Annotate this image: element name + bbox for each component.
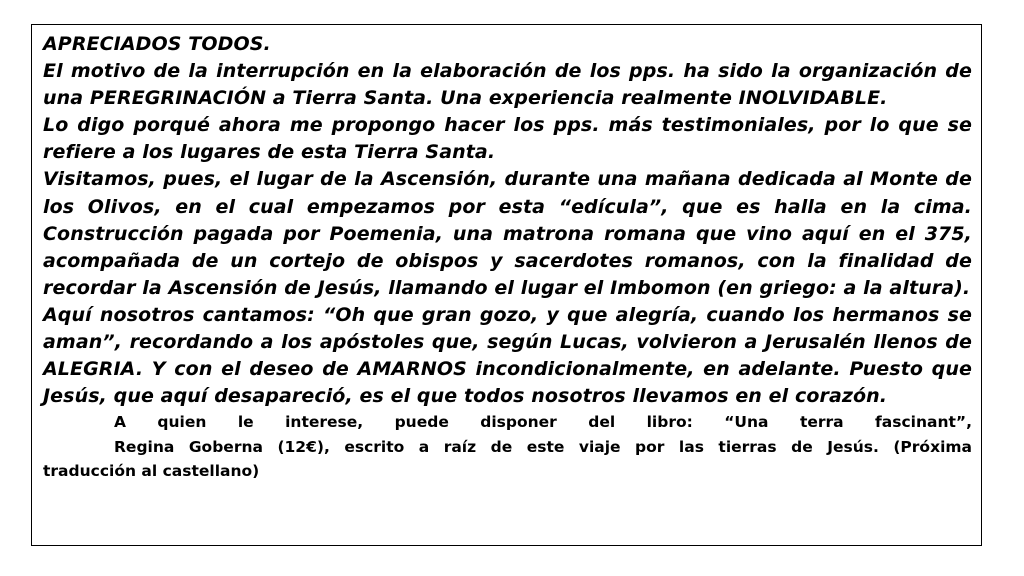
book-note-line-1: A quien le interese, puede disponer del libro: “Una terra fascinant”, xyxy=(114,413,972,432)
greeting-paragraph: APRECIADOS TODOS. xyxy=(43,33,271,55)
book-note-line-3: traducción al castellano) xyxy=(43,462,260,481)
book-note xyxy=(43,410,972,484)
book-note-line-2: Regina Goberna (12€), escrito a raíz de este viaje por las tierras de Jesús. (Próxima xyxy=(114,437,972,456)
paragraph-ascension: Visitamos, pues, el lugar de la Ascensión, durante una mañana dedicada al Monte de los Olivos, en el cual empezamos por esta “edícula”, que es halla en la cima. Construcción pagada por Poemenia, una matrona romana que vino aquí en el 375, acompañada de un cortejo de obispos y sacerdotes romanos, con la finalidad de recordar la Ascensión de Jesús, llamando el lugar el Imbomon (en griego: a la altura). xyxy=(43,168,972,299)
text-box xyxy=(31,24,982,546)
paragraph-interruption: El motivo de la interrupción en la elaboración de los pps. ha sido la organización de una PEREGRINACIÓN a Tierra Santa. Una experiencia realmente INOLVIDABLE. xyxy=(43,60,972,110)
paragraph-purpose: Lo digo porqué ahora me propongo hacer los pps. más testimoniales, por lo que se refiere a los lugares de esta Tierra Santa. xyxy=(43,114,972,164)
main-text xyxy=(43,31,972,410)
paragraph-song: Aquí nosotros cantamos: “Oh que gran gozo, y que alegría, cuando los hermanos se aman”, recordando a los apóstoles que, según Lucas, volvieron a Jerusalén llenos de ALEGRIA. Y con el deseo de AMARNOS incondicionalmente, en adelante. Puesto que Jesús, que aquí desapareció, es el que todos nosotros llevamos en el corazón. xyxy=(43,303,972,408)
